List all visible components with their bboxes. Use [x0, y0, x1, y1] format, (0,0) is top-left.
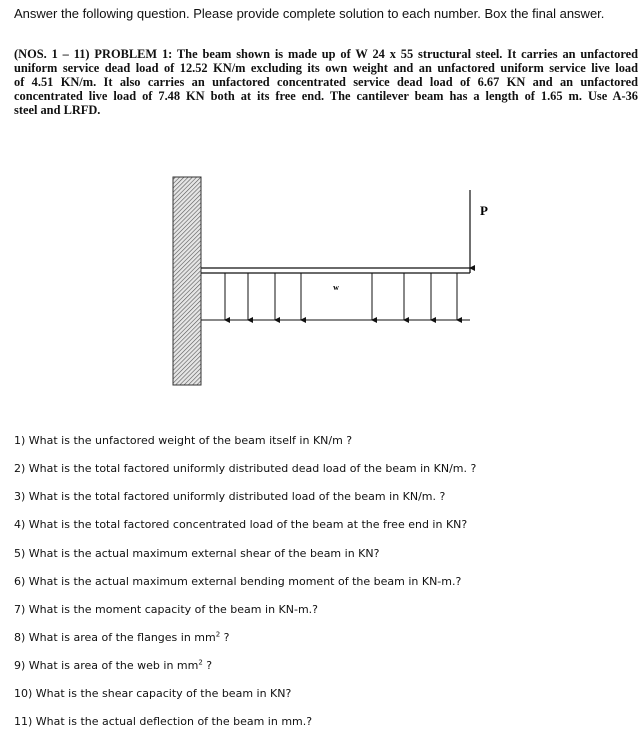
problem-line: concentrated live load of 7.48 KN both at its free end. The cantilever beam has a length of 1.65 m. Use A-36: [14, 89, 638, 103]
question-item: 3) What is the total factored uniformly distributed load of the beam in KN/m. ?: [14, 490, 446, 503]
problem-line: (NOS. 1 – 11) PROBLEM 1: The beam shown is made up of W 24 x 55 structural steel. It carries an unfactored: [14, 47, 638, 61]
instructions-text: Answer the following question. Please provide complete solution to each number. Box the final answer.: [14, 6, 605, 21]
question-item: 10) What is the shear capacity of the beam in KN?: [14, 687, 292, 700]
distributed-load-label: w: [333, 283, 339, 292]
question-item: 8) What is area of the flanges in $mm^2$ ?: [14, 630, 230, 644]
question-item: 1) What is the unfactored weight of the beam itself in KN/m ?: [14, 434, 353, 447]
question-item: 2) What is the total factored uniformly distributed dead load of the beam in KN/m. ?: [14, 462, 477, 475]
distributed-load: [201, 273, 470, 320]
problem-line: steel and LRFD.: [14, 103, 101, 117]
question-item: 6) What is the actual maximum external bending moment of the beam in KN-m.?: [14, 575, 462, 588]
fixed-support-wall: [173, 177, 201, 385]
question-item: 11) What is the actual deflection of the beam in mm.?: [14, 715, 313, 728]
problem-line: of 4.51 KN/m. It also carries an unfactored concentrated service dead load of 6.67 KN and an unfactored: [14, 75, 638, 89]
beam: [201, 268, 470, 273]
question-item: 7) What is the moment capacity of the beam in KN-m.?: [14, 603, 318, 616]
problem-line: uniform service dead load of 12.52 KN/m excluding its own weight and an unfactored uniform service live load: [14, 61, 638, 75]
question-item: 9) What is area of the web in $mm^2$ ?: [14, 658, 213, 672]
question-item: 4) What is the total factored concentrated load of the beam at the free end in KN?: [14, 518, 468, 531]
point-load-label: P: [480, 203, 488, 218]
question-item: 5) What is the actual maximum external shear of the beam in KN?: [14, 547, 380, 560]
